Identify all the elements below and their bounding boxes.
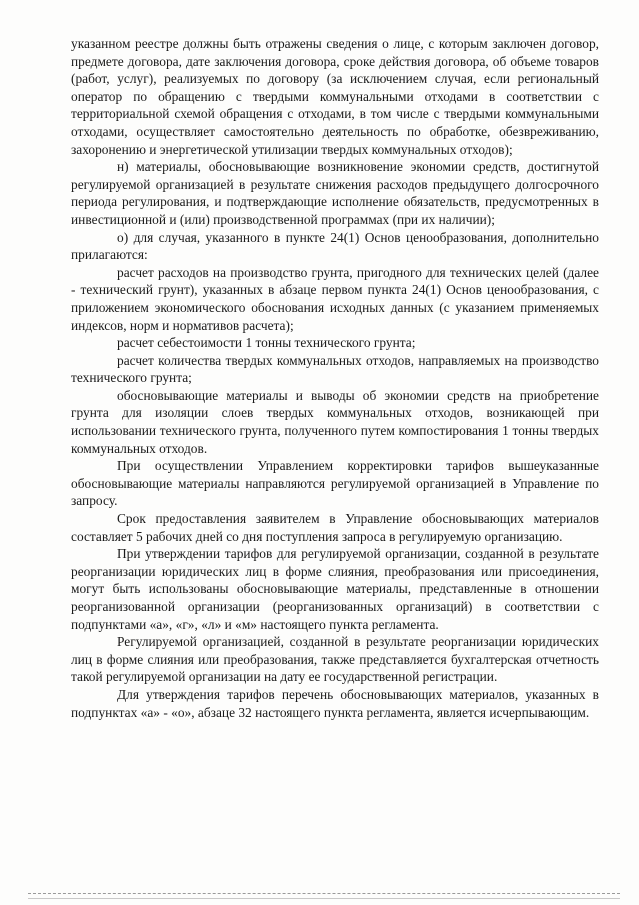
- paragraph-reorganization-materials: При утверждении тарифов для регулируемой организации, созданной в результате реорганизации юридических лиц в форме слияния, преобразования или присоединения, могут быть использованы обосновывающие материалы, представленные в отношении реорганизованной организации (реорганизованных организаций) в соответствии с подпунктами «а», «г», «л» и «м» настоящего пункта регламента.: [71, 546, 599, 632]
- paragraph-reorganization-reporting: Регулируемой организацией, созданной в результате реорганизации юридических лиц в форме слияния или преобразования, также представляется бухгалтерская отчетность такой регулируемой организации на дату ее государственной регистрации.: [71, 634, 599, 685]
- paragraph-correction-request: При осуществлении Управлением корректировки тарифов вышеуказанные обосновывающие материалы направляются регулируемой организацией в Управление по запросу.: [71, 458, 599, 509]
- paragraph-savings-justification: обосновывающие материалы и выводы об экономии средств на приобретение грунта для изоляции слоев твердых коммунальных отходов, возникающей при использовании технического грунта, полученного путем компостирования 1 тонны твердых коммунальных отходов.: [71, 387, 599, 456]
- paragraph-item-o: о) для случая, указанного в пункте 24(1) Основ ценообразования, дополнительно прилагаются:: [71, 229, 599, 263]
- paragraph-item-n: н) материалы, обосновывающие возникновение экономии средств, достигнутой регулируемой организацией в результате снижения расходов предыдущего долгосрочного периода регулирования, и подтверждающие исполнение обязательств, предусмотренных в инвестиционной и (или) производственной программах (при их наличии);: [71, 159, 599, 227]
- paragraph-waste-quantity: расчет количества твердых коммунальных отходов, направляемых на производство технического грунта;: [71, 352, 599, 386]
- document-body: [71, 35, 599, 721]
- paragraph-exhaustive-list: Для утверждения тарифов перечень обосновывающих материалов, указанных в подпунктах «а» - «о», абзаце 32 настоящего пункта регламента, является исчерпывающим.: [71, 686, 599, 720]
- paragraph-ground-unit-cost: расчет себестоимости 1 тонны технического грунта;: [117, 335, 416, 351]
- paragraph-registry-info: указанном реестре должны быть отражены сведения о лице, с которым заключен договор, предмете договора, дате заключения договора, сроке действия договора, об объеме товаров (работ, услуг), реализуемых по договору (за исключением случая, если региональный оператор по обращению с твердыми коммунальными отходами в соответствии с территориальной схемой обращения с отходами, в том числе с твердыми коммунальными отходами, осуществляет самостоятельно деятельность по обработке, обезвреживанию, захоронению и энергетической утилизации твердых коммунальных отходов);: [71, 36, 599, 157]
- paragraph-submission-deadline: Срок предоставления заявителем в Управление обосновывающих материалов составляет 5 рабочих дней со дня поступления запроса в регулируемую организацию.: [71, 511, 599, 544]
- page-bottom-edge-line: [28, 898, 620, 899]
- paragraph-ground-production-cost: расчет расходов на производство грунта, пригодного для технических целей (далее - технический грунт), указанных в абзаце первом пункта 24(1) Основ ценообразования, с приложением экономического обоснования исходных данных (с указанием применяемых индексов, норм и нормативов расчета);: [71, 264, 599, 333]
- page-bottom-edge: [28, 893, 620, 894]
